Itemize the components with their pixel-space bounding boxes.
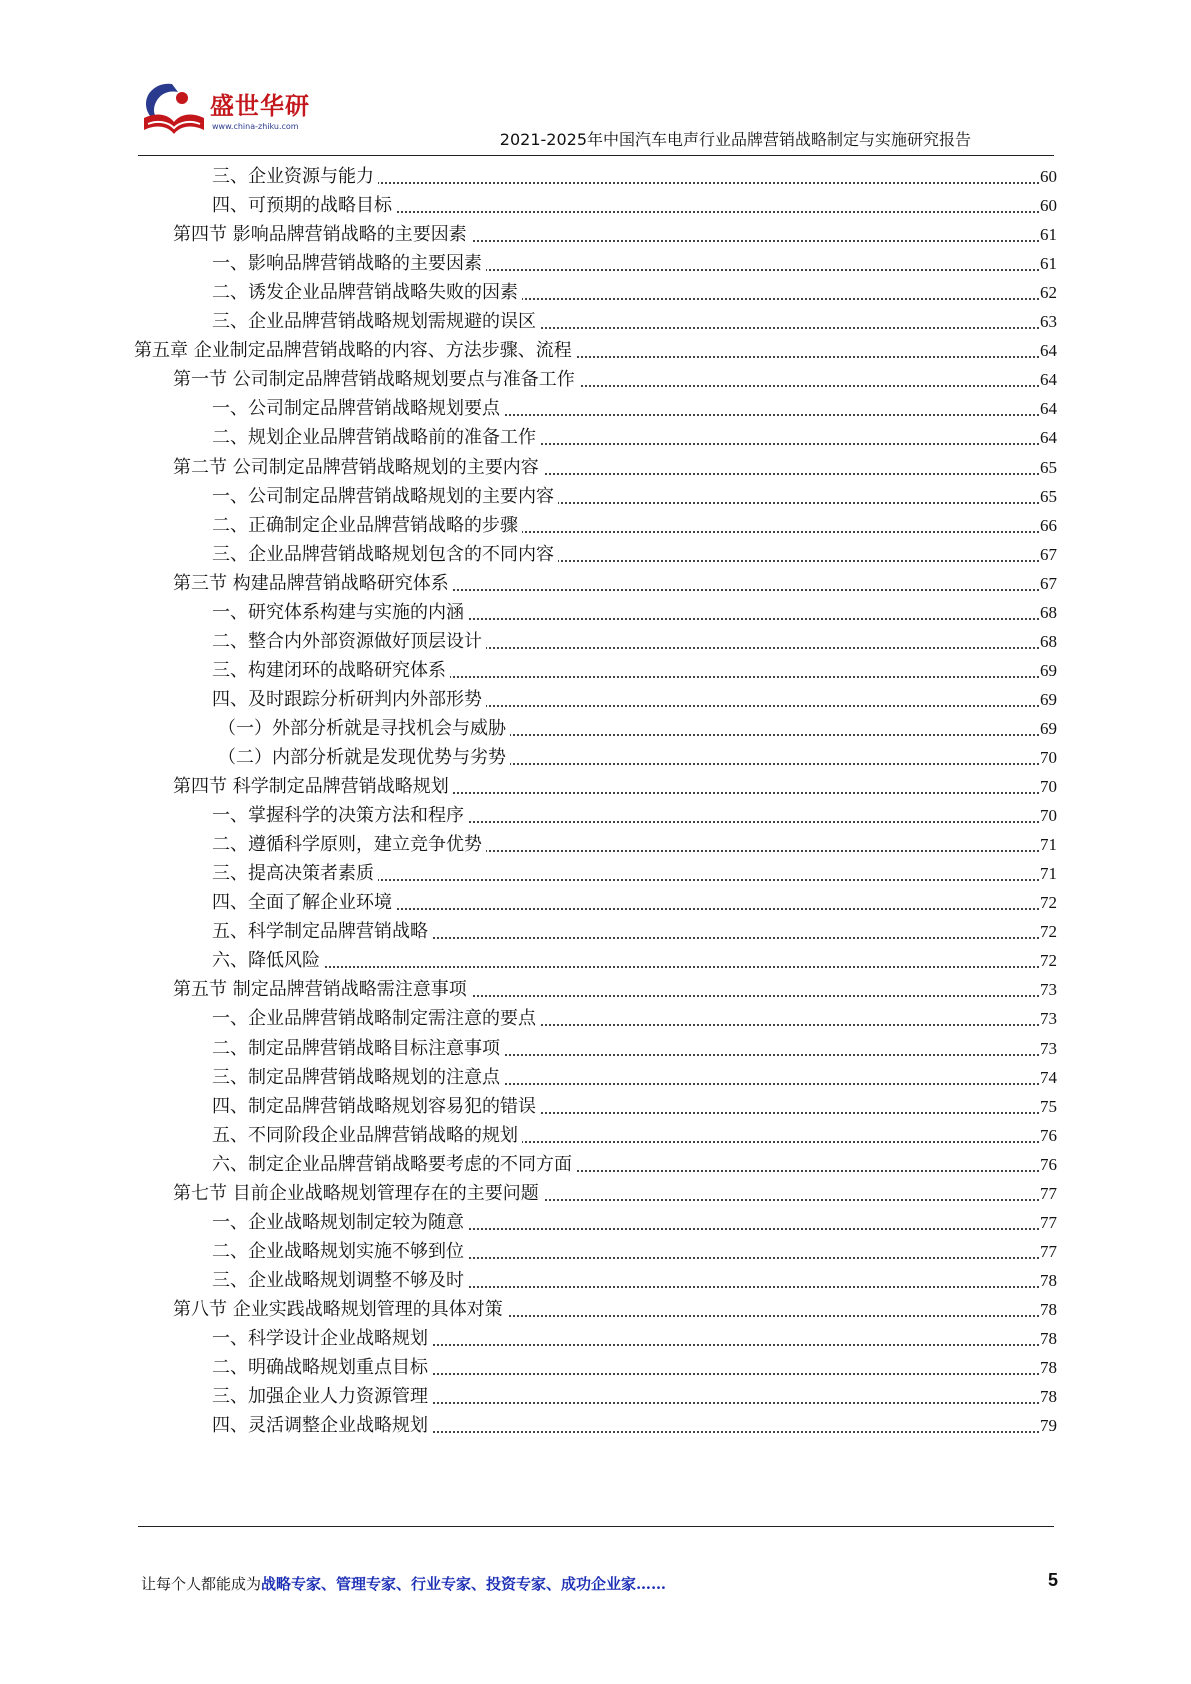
page-number: 5 [1047,1570,1058,1590]
toc-leader-dots [212,938,1039,968]
toc-entry-page: 79 [1040,1416,1057,1436]
toc-entry-label: 二、正确制定企业品牌营销战略的步骤 [212,511,522,541]
toc-entry-label: 二、诱发企业品牌营销战略失败的因素 [212,278,522,308]
toc-entry-label: 六、制定企业品牌营销战略要考虑的不同方面 [212,1150,576,1180]
toc-entry-label: 三、制定品牌营销战略规划的注意点 [212,1063,504,1093]
toc-entry-page: 67 [1040,573,1057,593]
toc-entry-page: 60 [1040,196,1057,216]
footer-slogan [141,1573,666,1594]
toc-entry-page: 72 [1040,893,1057,913]
footer-divider [138,1526,1054,1527]
toc-entry-page: 64 [1040,370,1057,390]
toc-entry-page: 78 [1040,1358,1057,1378]
toc-entry-label: 一、科学设计企业战略规划 [212,1324,432,1354]
toc-entry-label: 四、制定品牌营销战略规划容易犯的错误 [212,1092,540,1122]
toc-entry-label: 四、灵活调整企业战略规划 [212,1411,432,1441]
toc-entry-page: 67 [1040,544,1057,564]
toc-entry-label: 三、加强企业人力资源管理 [212,1382,432,1412]
toc-entry-page: 78 [1040,1270,1057,1290]
book-logo-icon [138,78,210,142]
toc-entry-label: 四、可预期的战略目标 [212,191,396,221]
toc-entry-page: 63 [1040,312,1057,332]
toc-entry-page: 64 [1040,341,1057,361]
toc-entry-label: 二、整合内外部资源做好顶层设计 [212,627,486,657]
toc-entry-page: 78 [1040,1387,1057,1407]
toc-entry-page: 62 [1040,283,1057,303]
toc-entry-label: 三、企业品牌营销战略规划包含的不同内容 [212,540,558,570]
toc-entry-label: 一、公司制定品牌营销战略规划的主要内容 [212,482,558,512]
toc-entry-label: 二、明确战略规划重点目标 [212,1353,432,1383]
toc-entry-page: 61 [1040,225,1057,245]
toc-entry-page: 69 [1040,660,1057,680]
toc-entry-page: 68 [1040,631,1057,651]
toc-entry-label: 三、提高决策者素质 [212,859,378,889]
toc-entry-label: 一、掌握科学的决策方法和程序 [212,801,468,831]
report-title: 2021-2025年中国汽车电声行业品牌营销战略制定与实施研究报告 [499,130,971,149]
toc-entry-page: 70 [1040,806,1057,826]
toc-entry-label: 二、遵循科学原则，建立竞争优势 [212,830,486,860]
toc-entry-label: 第一节 公司制定品牌营销战略规划要点与准备工作 [173,365,579,395]
toc-entry-page: 64 [1040,399,1057,419]
toc-entry-page: 73 [1040,1038,1057,1058]
toc-entry[interactable] [0,1411,1191,1441]
toc-entry-label: 四、全面了解企业环境 [212,888,396,918]
toc-entry-page: 69 [1040,718,1057,738]
toc-entry-label: 三、企业战略规划调整不够及时 [212,1266,468,1296]
toc-entry-label: 二、企业战略规划实施不够到位 [212,1237,468,1267]
toc-entry-label: 一、企业品牌营销战略制定需注意的要点 [212,1004,540,1034]
page-header [0,0,1191,160]
toc-entry-label: 第二节 公司制定品牌营销战略规划的主要内容 [173,453,543,483]
toc-entry-page: 73 [1040,980,1057,1000]
toc-entry-label: 第七节 目前企业战略规划管理存在的主要问题 [173,1179,543,1209]
toc-entry-page: 73 [1040,1009,1057,1029]
toc-entry-label: 一、公司制定品牌营销战略规划要点 [212,394,504,424]
toc-entry-label: 五、不同阶段企业品牌营销战略的规划 [212,1121,522,1151]
toc-entry-page: 65 [1040,486,1057,506]
toc-entry-label: 第五节 制定品牌营销战略需注意事项 [173,975,471,1005]
toc-entry-page: 68 [1040,602,1057,622]
footer-slogan-prefix: 让每个人都能成为 [141,1575,262,1593]
toc-entry-page: 76 [1040,1154,1057,1174]
logo-name: 盛世华研 [210,92,310,120]
toc-entry-label: 二、制定品牌营销战略目标注意事项 [212,1034,504,1064]
toc-entry-page: 75 [1040,1096,1057,1116]
toc-entry-page: 70 [1040,777,1057,797]
toc-entry-label: 一、影响品牌营销战略的主要因素 [212,249,486,279]
toc-entry-page: 69 [1040,689,1057,709]
toc-entry-page: 66 [1040,515,1057,535]
toc-entry-label: 三、企业资源与能力 [212,162,378,192]
toc-entry-label: （一）外部分析就是寻找机会与威胁 [218,714,510,744]
toc-entry-page: 72 [1040,922,1057,942]
footer-slogan-highlight: 战略专家、管理专家、行业专家、投资专家、成功企业家…… [261,1575,667,1593]
toc-entry-page: 77 [1040,1183,1057,1203]
toc-entry-page: 76 [1040,1125,1057,1145]
toc-entry-label: 三、构建闭环的战略研究体系 [212,656,450,686]
toc-entry-page: 71 [1040,864,1057,884]
toc-entry-page: 61 [1040,254,1057,274]
toc-entry-label: 第四节 影响品牌营销战略的主要因素 [173,220,471,250]
toc-entry-page: 60 [1040,167,1057,186]
toc-entry-page: 78 [1040,1299,1057,1319]
toc-entry-label: 五、科学制定品牌营销战略 [212,917,432,947]
toc-entry-label: 第五章 企业制定品牌营销战略的内容、方法步骤、流程 [134,336,576,366]
toc-entry-label: 六、降低风险 [212,946,324,976]
toc-entry-label: 四、及时跟踪分析研判内外部形势 [212,685,486,715]
toc-entry-page: 77 [1040,1241,1057,1261]
toc-entry-label: 一、企业战略规划制定较为随意 [212,1208,468,1238]
toc-entry-page: 70 [1040,748,1057,767]
toc-entry-page: 65 [1040,457,1057,477]
toc-entry-label: 第八节 企业实践战略规划管理的具体对策 [173,1295,507,1325]
company-logo [138,78,310,148]
toc-entry-page: 74 [1040,1067,1057,1087]
logo-url: www.china-zhiku.com [212,122,299,131]
toc-entry-label: （二）内部分析就是发现优势与劣势 [218,743,510,773]
toc-entry-page: 72 [1040,951,1057,971]
toc-entry-page: 78 [1040,1329,1057,1348]
toc-entry-label: 三、企业品牌营销战略规划需规避的误区 [212,307,540,337]
toc-entry-page: 77 [1040,1212,1057,1232]
toc-entry-label: 第四节 科学制定品牌营销战略规划 [173,772,453,802]
toc-entry-label: 第三节 构建品牌营销战略研究体系 [173,569,453,599]
toc-entry-page: 71 [1040,835,1057,855]
toc-entry-page: 64 [1040,428,1057,448]
toc-entry-label: 二、规划企业品牌营销战略前的准备工作 [212,423,540,453]
toc-entry-label: 一、研究体系构建与实施的内涵 [212,598,468,628]
